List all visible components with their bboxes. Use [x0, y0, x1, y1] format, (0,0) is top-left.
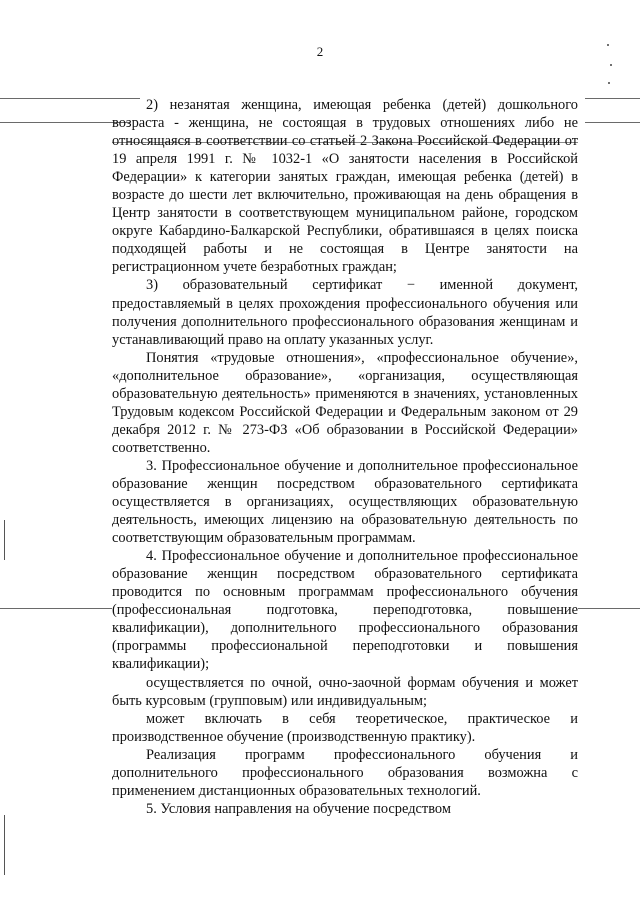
paragraph-distance-learning: Реализация программ профессионального обучения и дополнительного профессионального образования возможна с применением дистанционных образовательных технологий.	[112, 746, 578, 799]
scan-edge	[4, 520, 5, 560]
paragraph-clause-3: 3) образовательный сертификат − именной документ, предоставляемый в целях прохождения профессионального обучения или получения дополнительного профессионального образования женщинам и устанавливающий право на оплату указанных услуг.	[112, 277, 578, 348]
paragraph-section-4: 4. Профессиональное обучение и дополнительное профессиональное образование женщин посредством образовательного сертификата проводится по основным программам профессионального обучения (профессиональная подготовка, переподготовка, повышение квалификации), дополнительного профессионального образования (программы профессиональной переподготовки и повышения квалификации);	[112, 548, 578, 673]
paragraph-section-3: 3. Профессиональное обучение и дополнительное профессиональное образование женщин посредством образовательного сертификата осуществляется в организациях, осуществляющих образовательную деятельность, имеющих лицензию на образовательную деятельность по соответствующим образовательным программам.	[112, 457, 578, 547]
paragraph-forms-of-study: осуществляется по очной, очно-заочной формам обучения и может быть курсовым (групповым) или индивидуальным;	[112, 674, 578, 709]
scan-line	[578, 608, 640, 609]
paragraph-training-content: может включать в себя теоретическое, практическое и производственное обучение (производственную практику).	[112, 710, 578, 745]
scan-line	[0, 608, 112, 609]
paragraph-definitions: Понятия «трудовые отношения», «профессиональное обучение», «дополнительное образование», «организация, осуществляющая образовательную деятельность» применяются в значениях, установленных Трудовым кодексом Российской Федерации и Федеральным законом от 29 декабря 2012 г. № 273-ФЗ «Об образовании в Российской Федерации» соответственно.	[112, 349, 578, 456]
paragraph-section-5: 5. Условия направления на обучение посредством	[146, 800, 451, 817]
scan-line	[585, 122, 640, 123]
scan-line	[585, 98, 640, 99]
scan-speck	[607, 44, 609, 46]
scan-speck	[610, 64, 612, 66]
document-body	[112, 96, 578, 818]
scan-line	[0, 122, 130, 123]
scan-speck	[608, 82, 610, 84]
paragraph-clause-2: 2) незанятая женщина, имеющая ребенка (детей) дошкольного возраста - женщина, не состоящая в трудовых отношениях либо не относящаяся в соответствии со статьей 2 Закона Российской Федерации от 19 апреля 1991 г. № 1032-1 «О занятости населения в Российской Федерации» к категории занятых граждан, имеющая ребенка (детей) в возрасте до шести лет включительно, проживающая на день обращения в Центр занятости в соответствующем муниципальном районе, городском округе Кабардино-Балкарской Республики, обратившаяся в целях поиска подходящей работы и не состоящая в Центре занятости на регистрационном учете безработных граждан;	[112, 97, 578, 276]
page-number: 2	[316, 44, 324, 59]
scan-edge	[4, 815, 5, 875]
